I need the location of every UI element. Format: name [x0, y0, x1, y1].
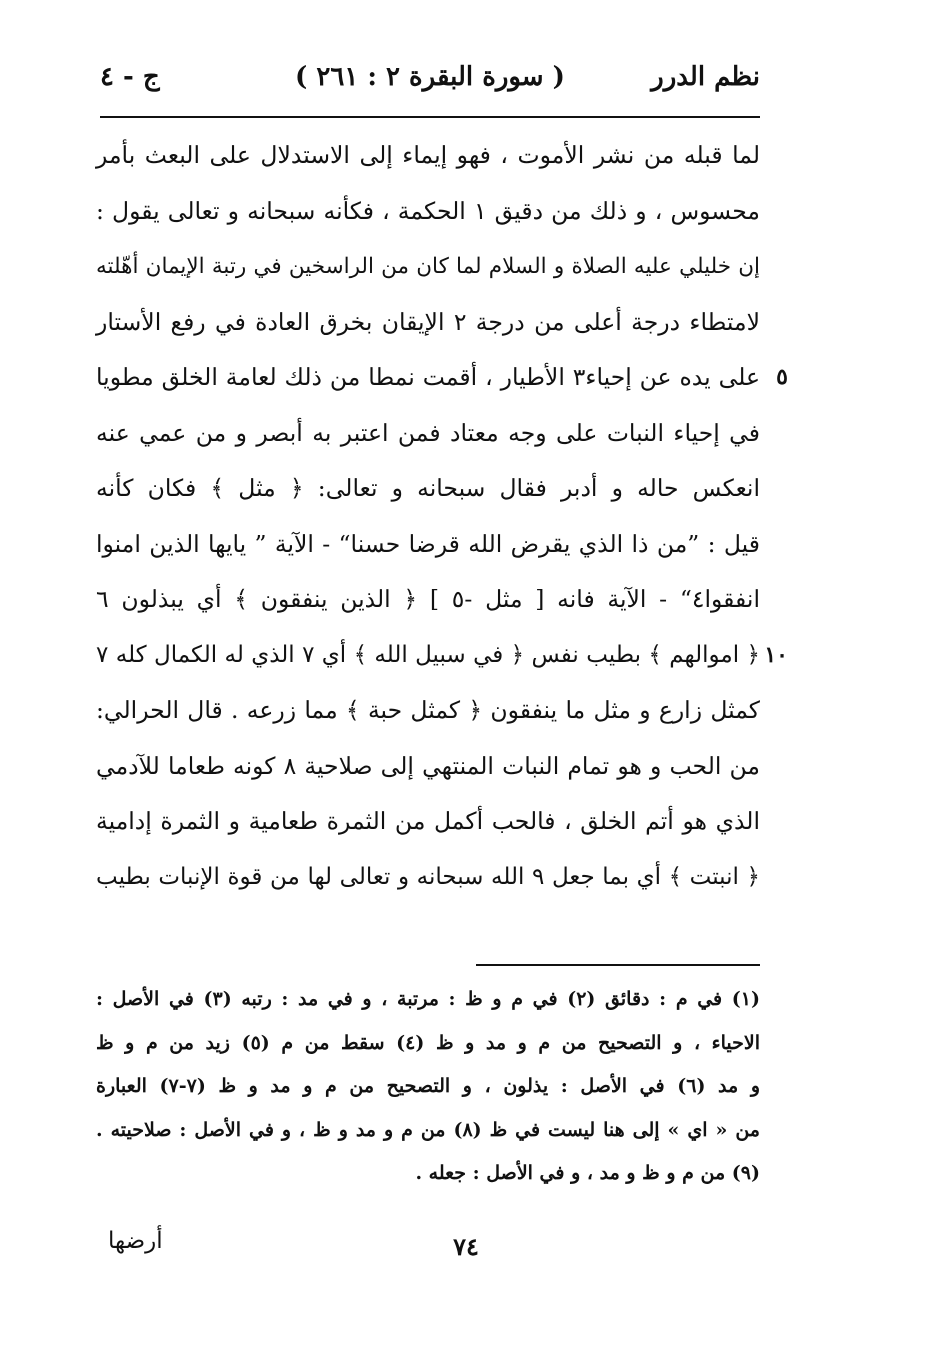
footnote-line: (٩) من م و ظ و مد ، و في الأصل : جعله . — [415, 1162, 760, 1184]
text-line — [96, 406, 760, 462]
footnote-divider — [476, 964, 760, 966]
line-number: ١٠ — [764, 641, 788, 668]
line-text: لامتطاء درجة أعلى من درجة ٢ الإيقان بخرق العادة في رفع الأستار — [96, 307, 760, 336]
header-divider — [100, 116, 760, 118]
text-line — [96, 184, 760, 240]
line-text: من الحب و هو تمام النبات المنتهي إلى صلاحية ٨ كونه طعاما للآدمي — [96, 751, 760, 780]
line-number: ٥ — [776, 364, 788, 390]
text-line — [96, 850, 760, 906]
line-text: قيل : ”من ذا الذي يقرض الله قرضا حسنا“ - الآية ” يايها الذين امنوا — [96, 529, 760, 558]
footnotes-block — [96, 978, 760, 1196]
footnote-line: و مد (٦) في الأصل : يذلون ، و التصحيح من م و مد و ظ (٧-٧) العبارة — [96, 1075, 760, 1097]
line-text: في إحياء النبات على وجه معتاد فمن اعتبر به أبصر و من عمي عنه — [96, 418, 760, 447]
chapter-reference: ( سورة البقرة ٢ : ٢٦١ ) — [295, 62, 565, 92]
line-text: إن خليلي عليه الصلاة و السلام لما كان من الراسخين في رتبة الإيمان أهّلته — [96, 254, 760, 279]
text-line — [96, 683, 760, 739]
line-text: ﴿ انبتت ﴾ أي بما جعل ٩ الله سبحانه و تعالى لها من قوة الإنبات بطيب — [96, 863, 760, 890]
main-text-block — [96, 128, 788, 905]
volume-number: ج - ٤ — [100, 62, 160, 92]
line-text: كمثل زارع و مثل ما ينفقون ﴿ كمثل حبة ﴾ مما زرعه . قال الحرالي: — [96, 696, 760, 724]
text-line — [96, 628, 788, 684]
text-line — [96, 572, 760, 628]
text-line — [96, 461, 760, 517]
line-text: انفقوا٤“ - الآية فانه [ مثل -٥ ] ﴿ الذين ينفقون ﴾ أي يبذلون ٦ — [96, 585, 760, 613]
book-title: نظم الدرر — [651, 62, 760, 92]
text-line — [96, 239, 760, 295]
line-text: على يده عن إحياء٣ الأطيار ، أقمت نمطا من ذلك لعامة الخلق مطويا — [96, 363, 760, 391]
text-line — [96, 295, 760, 351]
text-line — [96, 794, 760, 850]
text-line — [96, 517, 760, 573]
text-line — [96, 350, 788, 406]
footnote-line: الاحياء ، و التصحيح من م و مد و ظ (٤) سقط من م (٥) زيد من م و ظ — [96, 1031, 760, 1054]
line-text: ﴿ اموالهم ﴾ بطيب نفس ﴿ في سبيل الله ﴾ أي ٧ الذي له الكمال كله ٧ — [96, 641, 760, 668]
line-text: الذي هو أتم الخلق ، فالحب أكمل من الثمرة طعامية و الثمرة إدامية — [96, 807, 760, 835]
footnote-line: من « اي » إلى هنا ليست في ظ (٨) من م و مد و ظ ، و في الأصل : صلاحيته . — [96, 1118, 760, 1141]
text-line — [96, 739, 760, 795]
page-number: ٧٤ — [453, 1232, 479, 1261]
running-header — [100, 58, 760, 102]
line-text: انعكس حاله و أدبر فقال سبحانه و تعالى: ﴿ مثل ﴾ فكان كأنه — [96, 474, 760, 502]
text-line — [96, 128, 760, 184]
catchword: أرضها — [108, 1228, 163, 1254]
footnote-line: (١) في م : دقائق (٢) في م و ظ : مرتبة ، و في مد : رتبه (٣) في الأصل : — [96, 988, 760, 1010]
line-text: لما قبله من نشر الأموت ، فهو إيماء إلى الاستدلال على البعث بأمر — [96, 141, 760, 169]
line-text: محسوس ، و ذلك من دقيق ١ الحكمة ، فكأنه سبحانه و تعالى يقول : — [96, 196, 760, 225]
